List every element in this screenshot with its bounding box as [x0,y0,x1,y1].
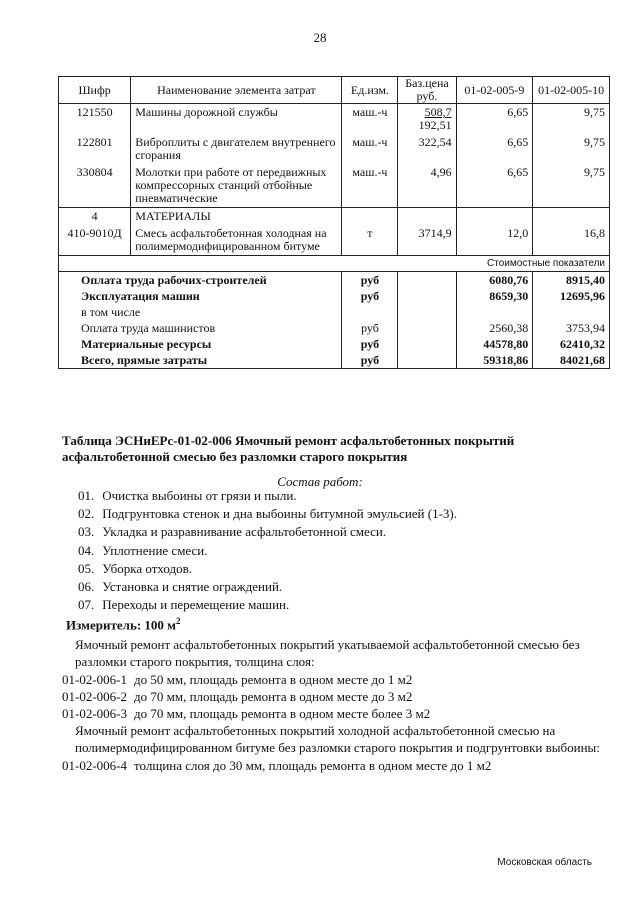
summary-col-a: 6080,76 [456,272,533,289]
table-row [59,164,610,208]
measure-exponent: 2 [176,616,181,626]
summary-label: в том числе [59,304,342,320]
summary-col-a [456,304,533,320]
work-text: Очистка выбоины от грязи и пыли. [102,488,297,503]
material-col-a: 12,0 [456,225,533,256]
list-item [78,560,457,578]
work-text: Уплотнение смеси. [102,542,208,558]
row-name: Машины дорожной службы [131,104,342,135]
code-line [62,689,412,705]
measure-unit [66,616,181,633]
summary-unit: руб [342,352,398,369]
works-heading: Состав работ: [277,474,363,489]
row-price: 4,96 [398,164,456,208]
code-text: толщина слоя до 30 мм, площадь ремонта в одном месте до 1 м2 [134,758,492,773]
row-unit: маш.-ч [342,104,398,135]
summary-unit: руб [342,272,398,289]
table-row [59,134,610,164]
work-text: Укладка и разравнивание асфальтобетонной смеси. [102,524,387,540]
work-number: 05. [78,560,95,576]
description-paragraph: Ямочный ремонт асфальтобетонных покрытий укатываемой асфальтобетонной смесью без разломки старого покрытия, толщина слоя: [75,637,580,669]
row-unit: маш.-ч [342,134,398,164]
list-item [78,596,457,614]
row-price: 322,54 [398,134,456,164]
header-name: Наименование элемента затрат [131,77,342,104]
header-unit: Ед.изм. [342,77,398,104]
code-text: до 70 мм, площадь ремонта в одном месте более 3 м2 [134,706,431,721]
summary-unit: руб [342,336,398,352]
code-number: 01-02-006-3 [62,706,127,721]
work-number: 04. [78,542,95,558]
list-item [78,578,457,596]
summary-caption: Стоимостные показатели [59,256,610,272]
summary-col-b [533,304,610,320]
section-row [59,208,610,226]
header-col-a: 01-02-005-9 [456,77,533,104]
summary-label: Эксплуатация машин [59,288,342,304]
work-number: 01. [78,488,95,503]
row-price [398,104,456,135]
row-code: 121550 [59,104,131,135]
work-number: 06. [78,578,95,594]
list-item [78,505,457,523]
code-line [62,758,491,774]
summary-col-b: 62410,32 [533,336,610,352]
work-text: Переходы и перемещение машин. [102,597,290,613]
row-code: 122801 [59,134,131,164]
work-number: 02. [78,506,95,522]
work-number: 07. [78,597,95,613]
row-col-b: 9,75 [533,104,610,135]
code-line [62,706,430,722]
row-code: 330804 [59,164,131,208]
summary-col-b: 12695,96 [533,288,610,304]
description-paragraph: Ямочный ремонт асфальтобетонных покрытий холодной асфальтобетонной смесью на полимермодифицированном битуме без разломки старого покрытия и подгрунтовки выбоины: [75,723,600,755]
material-code: 410-9010Д [59,225,131,256]
material-unit: т [342,225,398,256]
summary-row [59,320,610,336]
section-name: МАТЕРИАЛЫ [131,208,342,226]
material-col-b: 16,8 [533,225,610,256]
work-text: Подгрунтовка стенок и дна выбоины битумной эмульсией (1-3). [102,506,457,522]
code-number: 01-02-006-2 [62,689,127,704]
header-price: Баз.цена руб. [398,77,456,104]
summary-row [59,288,610,304]
header-code: Шифр [59,77,131,104]
summary-label: Оплата труда рабочих-строителей [59,272,342,289]
material-price: 3714,9 [398,225,456,256]
list-item [78,523,457,541]
summary-col-b: 8915,40 [533,272,610,289]
footer-region: Московская область [497,857,592,868]
summary-col-a: 59318,86 [456,352,533,369]
summary-label: Оплата труда машинистов [59,320,342,336]
summary-row [59,336,610,352]
material-row [59,225,610,256]
row-col-a: 6,65 [456,104,533,135]
summary-caption-row [59,256,610,272]
table-row [59,104,610,135]
summary-row [59,304,610,320]
summary-col-a: 2560,38 [456,320,533,336]
header-col-b: 01-02-005-10 [533,77,610,104]
code-text: до 70 мм, площадь ремонта в одном месте до 3 м2 [134,689,413,704]
row-unit: маш.-ч [342,164,398,208]
works-list [78,487,457,614]
work-number: 03. [78,524,95,540]
summary-col-a: 44578,80 [456,336,533,352]
section-code: 4 [59,208,131,226]
measure-label: Измеритель: 100 м [66,617,177,633]
table-header-row [59,77,610,104]
row-price-bottom: 192,51 [418,118,452,132]
row-name: Виброплиты с двигателем внутреннего сгорания [131,134,342,164]
code-number: 01-02-006-1 [62,672,127,687]
summary-row [59,272,610,289]
code-text: до 50 мм, площадь ремонта в одном месте до 1 м2 [134,672,413,687]
row-col-a: 6,65 [456,134,533,164]
list-item [78,487,457,505]
row-name: Молотки при работе от передвижных компрессорных станций отбойные пневматические [131,164,342,208]
page-number: 28 [313,30,327,45]
row-col-b: 9,75 [533,164,610,208]
row-col-b: 9,75 [533,134,610,164]
summary-col-b: 3753,94 [533,320,610,336]
summary-unit [342,304,398,320]
summary-label: Материальные ресурсы [59,336,342,352]
summary-col-b: 84021,68 [533,352,610,369]
list-item [78,542,457,560]
material-name: Смесь асфальтобетонная холодная на полимермодифицированном битуме [131,225,342,256]
row-col-a: 6,65 [456,164,533,208]
summary-unit: руб [342,320,398,336]
resource-cost-table [58,76,610,369]
section-title: Таблица ЭСНиЕРс-01-02-006 Ямочный ремонт асфальтобетонных покрытий асфальтобетонной смесью без разломки старого покрытия [62,433,515,464]
summary-row [59,352,610,369]
summary-unit: руб [342,288,398,304]
code-number: 01-02-006-4 [62,758,127,773]
work-text: Установка и снятие ограждений. [102,578,283,594]
summary-col-a: 8659,30 [456,288,533,304]
work-text: Уборка отходов. [102,560,193,576]
summary-label: Всего, прямые затраты [59,352,342,369]
code-line [62,672,412,688]
row-price-top: 508,7 [424,105,452,119]
